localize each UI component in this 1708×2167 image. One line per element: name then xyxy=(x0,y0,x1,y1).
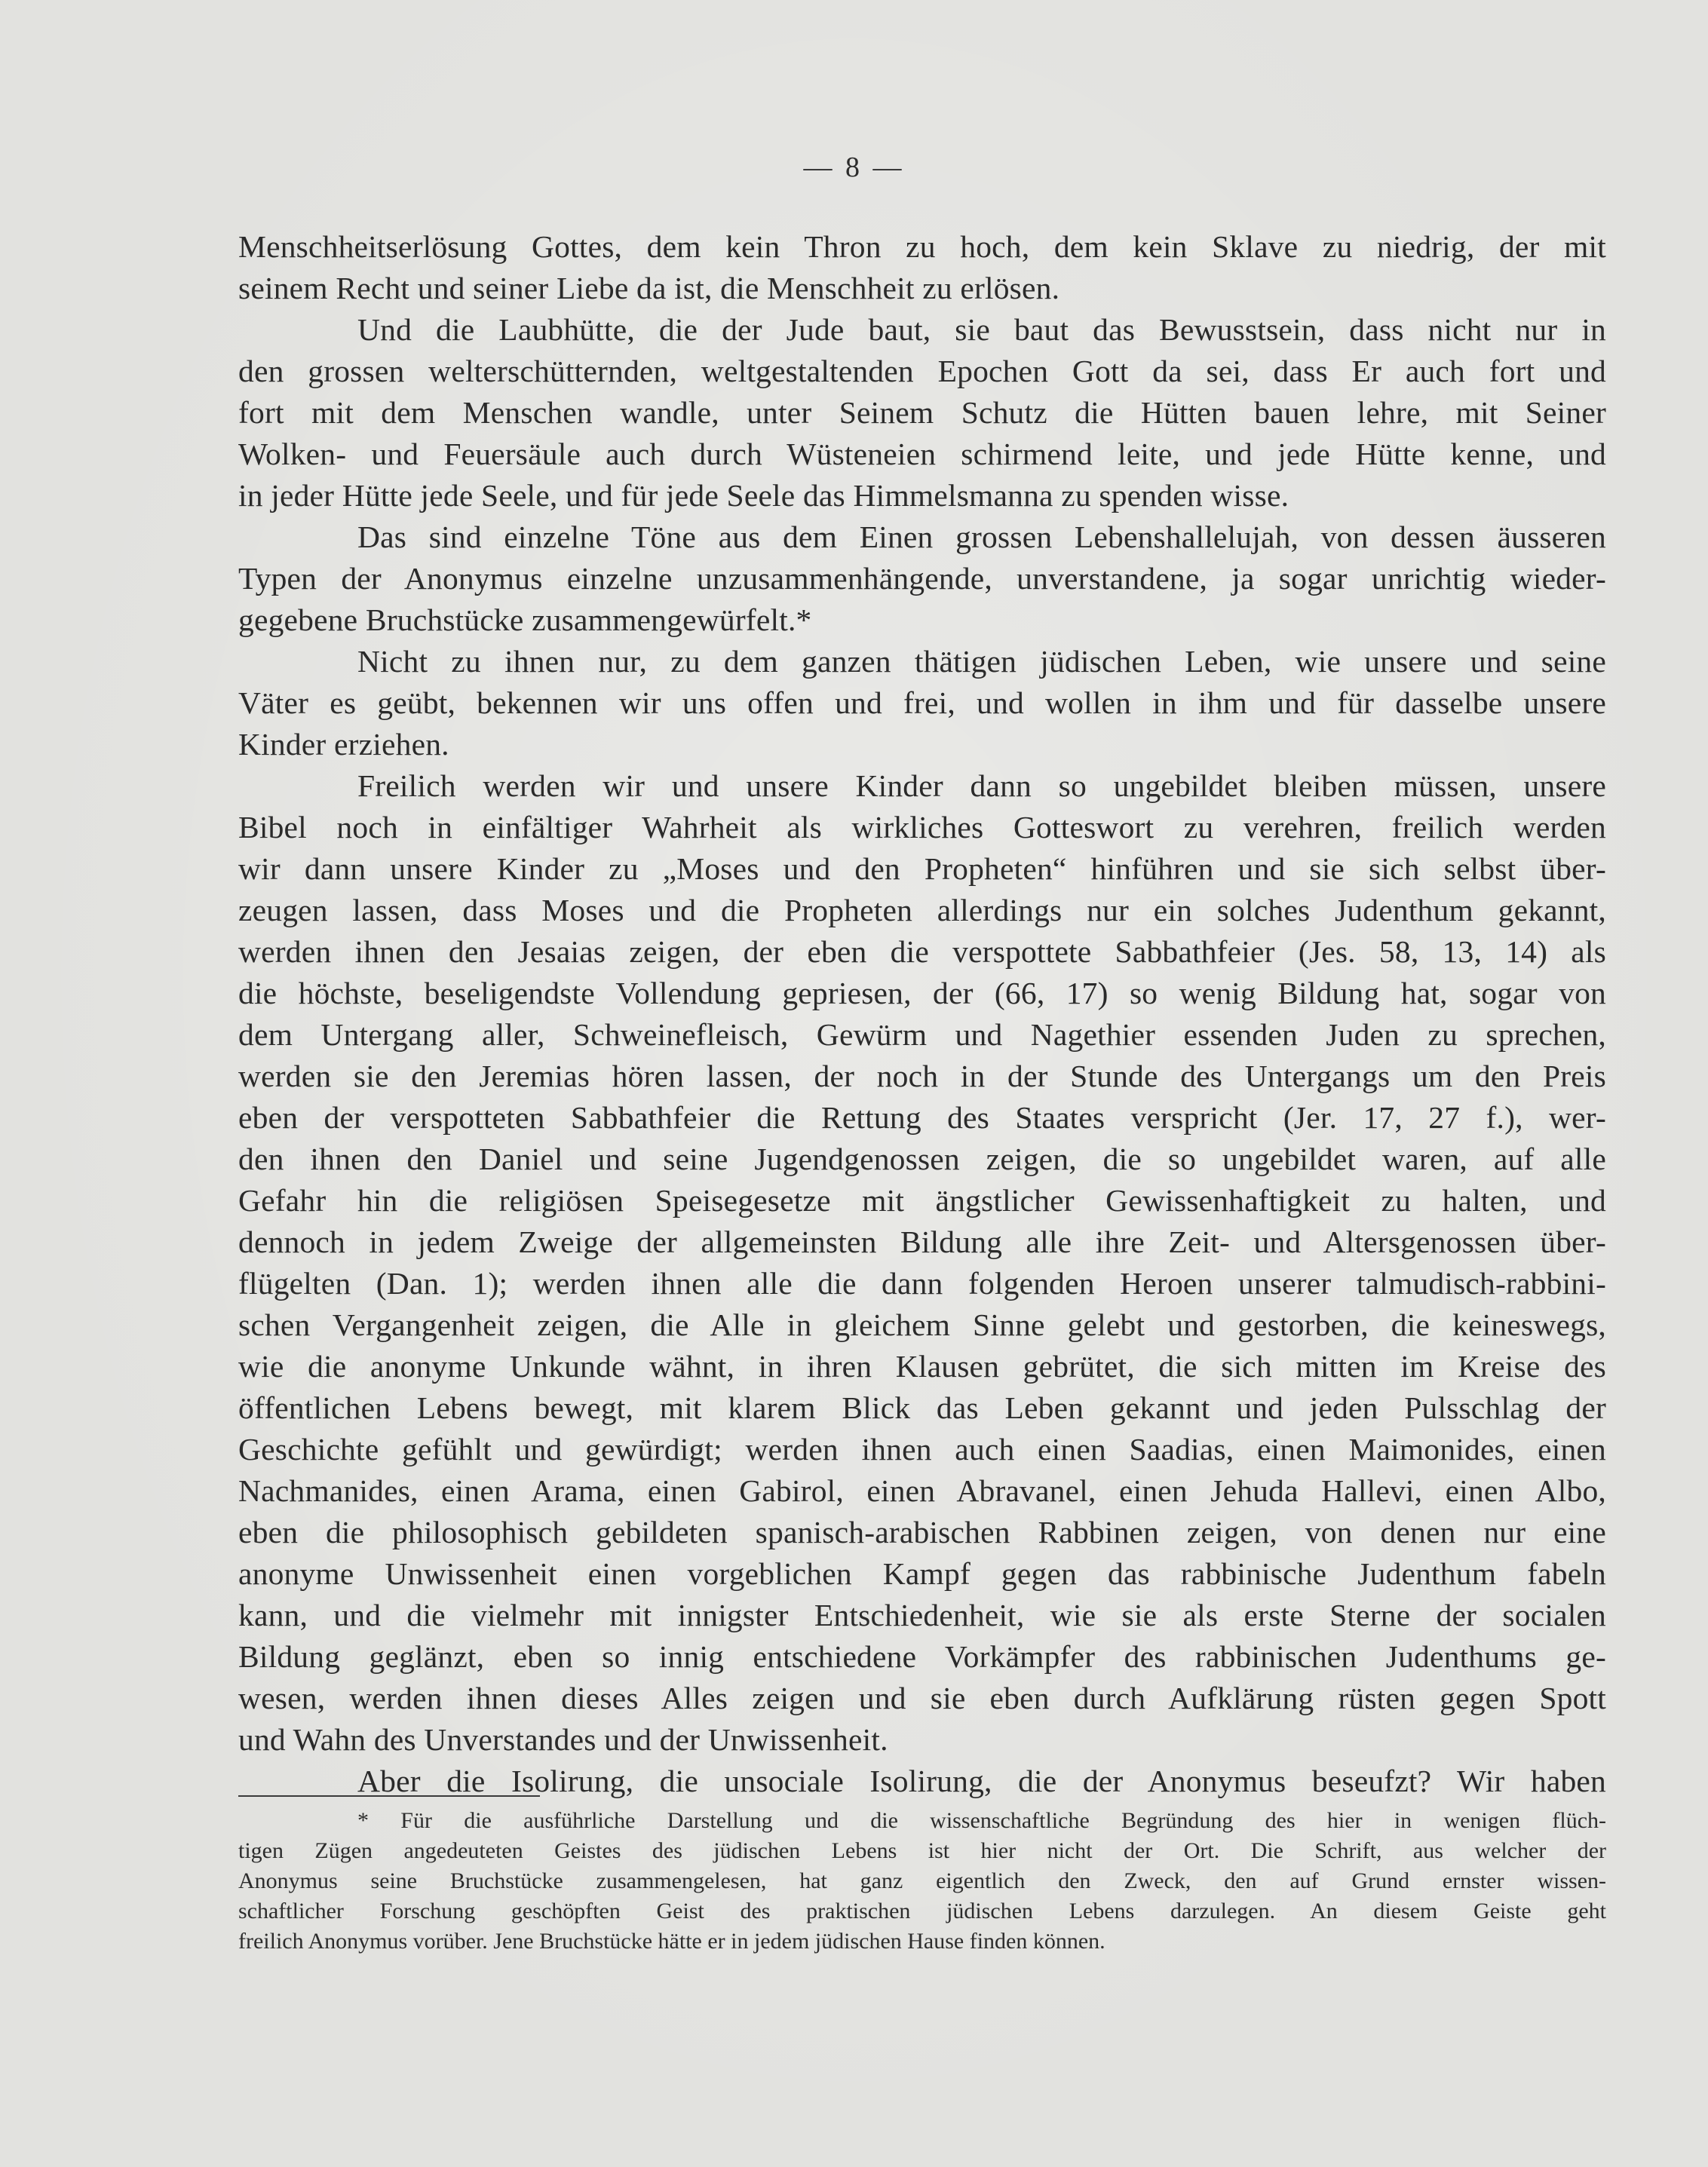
text-line: den ihnen den Daniel und seine Jugendgenossen zeigen, die so ungebildet waren, auf alle xyxy=(238,1142,1606,1176)
text-line: Das sind einzelne Töne aus dem Einen grossen Lebenshallelujah, von dessen äusseren xyxy=(357,520,1606,554)
text-line: Nachmanides, einen Arama, einen Gabirol, einen Abravanel, einen Jehuda Hallevi, einen Albo, xyxy=(238,1473,1606,1508)
text-line: Geschichte gefühlt und gewürdigt; werden ihnen auch einen Saadias, einen Maimonides, einen xyxy=(238,1432,1606,1467)
text-line: wir dann unsere Kinder zu „Moses und den Propheten“ hinführen und sie sich selbst über- xyxy=(238,851,1606,886)
text-line: Kinder erziehen. xyxy=(238,727,449,762)
text-line: öffentlichen Lebens bewegt, mit klarem Blick das Leben gekannt und jeden Pulsschlag der xyxy=(238,1390,1606,1425)
text-line: flügelten (Dan. 1); werden ihnen alle die dann folgenden Heroen unserer talmudisch-rabbini- xyxy=(238,1266,1606,1301)
footnote-line: * Für die ausführliche Darstellung und die wissenschaftliche Begründung des hier in wenigen flüch- xyxy=(357,1808,1606,1833)
text-line: Aber die Isolirung, die unsociale Isolirung, die der Anonymus beseufzt? Wir haben xyxy=(357,1764,1606,1798)
body-text xyxy=(238,226,1606,1802)
text-line: Freilich werden wir und unsere Kinder dann so ungebildet bleiben müssen, unsere xyxy=(357,768,1606,803)
text-line: werden sie den Jeremias hören lassen, der noch in der Stunde des Untergangs um den Preis xyxy=(238,1059,1606,1093)
footnote-line: freilich Anonymus vorüber. Jene Bruchstücke hätte er in jedem jüdischen Hause finden können. xyxy=(238,1929,1105,1954)
paragraph xyxy=(238,309,1606,516)
text-line: den grossen welterschütternden, weltgestaltenden Epochen Gott da sei, dass Er auch fort und xyxy=(238,354,1606,388)
paragraph xyxy=(238,765,1606,1761)
paragraph xyxy=(238,641,1606,765)
footnote-line: tigen Zügen angedeuteten Geistes des jüdischen Lebens ist hier nicht der Ort. Die Schrift, aus welcher der xyxy=(238,1838,1606,1863)
text-line: wesen, werden ihnen dieses Alles zeigen und sie eben durch Aufklärung rüsten gegen Spott xyxy=(238,1681,1606,1715)
text-line: anonyme Unwissenheit einen vorgeblichen Kampf gegen das rabbinische Judenthum fabeln xyxy=(238,1556,1606,1591)
text-line: dennoch in jedem Zweige der allgemeinsten Bildung alle ihre Zeit- und Altersgenossen über- xyxy=(238,1224,1606,1259)
text-line: gegebene Bruchstücke zusammengewürfelt.* xyxy=(238,602,812,637)
text-line: Gefahr hin die religiösen Speisegesetze mit ängstlicher Gewissenhaftigkeit zu halten, und xyxy=(238,1183,1606,1218)
page-number: — 8 — xyxy=(803,152,905,183)
footnote-line: Anonymus seine Bruchstücke zusammengelesen, hat ganz eigentlich den Zweck, den auf Grund ernster wissen- xyxy=(238,1868,1606,1893)
text-line: die höchste, beseligendste Vollendung gepriesen, der (66, 17) so wenig Bildung hat, sogar von xyxy=(238,976,1606,1010)
text-line: wie die anonyme Unkunde wähnt, in ihren Klausen gebrütet, die sich mitten im Kreise des xyxy=(238,1349,1606,1384)
text-line: werden ihnen den Jesaias zeigen, der eben die verspottete Sabbathfeier (Jes. 58, 13, 14) als xyxy=(238,934,1606,969)
text-line: Bildung geglänzt, eben so innig entschiedene Vorkämpfer des rabbinischen Judenthums ge- xyxy=(238,1639,1606,1674)
text-line: Nicht zu ihnen nur, zu dem ganzen thätigen jüdischen Leben, wie unsere und seine xyxy=(357,644,1606,679)
footnote-rule xyxy=(238,1795,540,1797)
text-line: dem Untergang aller, Schweinefleisch, Gewürm und Nagethier essenden Juden zu sprechen, xyxy=(238,1017,1606,1052)
text-line: seinem Recht und seiner Liebe da ist, die Menschheit zu erlösen. xyxy=(238,271,1060,305)
footnote xyxy=(238,1806,1606,1957)
text-line: Und die Laubhütte, die der Jude baut, sie baut das Bewusstsein, dass nicht nur in xyxy=(357,312,1606,347)
text-line: Menschheitserlösung Gottes, dem kein Thron zu hoch, dem kein Sklave zu niedrig, der mit xyxy=(238,229,1606,264)
text-line: Typen der Anonymus einzelne unzusammenhängende, unverstandene, ja sogar unrichtig wieder- xyxy=(238,561,1606,596)
text-line: zeugen lassen, dass Moses und die Propheten allerdings nur ein solches Judenthum gekannt, xyxy=(238,893,1606,927)
text-line: Väter es geübt, bekennen wir uns offen und frei, und wollen in ihm und für dasselbe unsere xyxy=(238,685,1606,720)
text-line: in jeder Hütte jede Seele, und für jede Seele das Himmelsmanna zu spenden wisse. xyxy=(238,478,1289,513)
paragraph xyxy=(238,226,1606,309)
text-line: und Wahn des Unverstandes und der Unwissenheit. xyxy=(238,1722,888,1757)
text-line: eben der verspotteten Sabbathfeier die Rettung des Staates verspricht (Jer. 17, 27 f.), wer- xyxy=(238,1100,1606,1135)
text-line: Wolken- und Feuersäule auch durch Wüsteneien schirmend leite, und jede Hütte kenne, und xyxy=(238,437,1606,471)
footnote-line: schaftlicher Forschung geschöpften Geist des praktischen jüdischen Lebens darzulegen. An diesem Geiste geht xyxy=(238,1899,1606,1923)
text-line: kann, und die vielmehr mit innigster Entschiedenheit, wie sie als erste Sterne der socialen xyxy=(238,1598,1606,1632)
text-line: fort mit dem Menschen wandle, unter Seinem Schutz die Hütten bauen lehre, mit Seiner xyxy=(238,395,1606,430)
paragraph xyxy=(238,516,1606,641)
text-line: Bibel noch in einfältiger Wahrheit als wirkliches Gotteswort zu verehren, freilich werden xyxy=(238,810,1606,844)
text-line: eben die philosophisch gebildeten spanisch-arabischen Rabbinen zeigen, von denen nur eine xyxy=(238,1515,1606,1549)
text-line: schen Vergangenheit zeigen, die Alle in gleichem Sinne gelebt und gestorben, die keineswegs, xyxy=(238,1307,1606,1342)
